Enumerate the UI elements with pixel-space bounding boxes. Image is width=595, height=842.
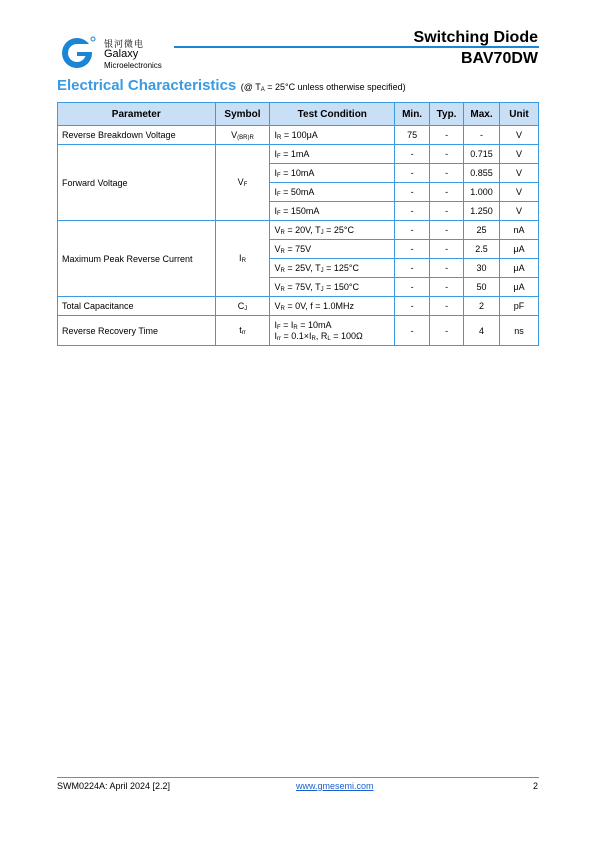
table-row (58, 316, 539, 346)
table-row (58, 145, 539, 164)
table-header-row (58, 103, 539, 126)
document-title: Switching Diode (413, 29, 538, 46)
symbol-cell: $C_J$ (215, 297, 270, 316)
max-cell: 4 (464, 316, 500, 346)
symbol-cell: $V_F$ (215, 145, 270, 221)
min-cell: - (395, 221, 430, 240)
typ-cell: - (430, 164, 464, 183)
typ-cell: - (430, 202, 464, 221)
header-max: Max. (464, 103, 500, 126)
parameter-cell: Maximum Peak Reverse Current (58, 221, 216, 297)
max-cell: 30 (464, 259, 500, 278)
condition-cell: $I_F = 10mA$ (270, 164, 395, 183)
typ-cell: - (430, 278, 464, 297)
typ-cell: - (430, 297, 464, 316)
min-cell: - (395, 316, 430, 346)
website-link[interactable]: www.gmesemi.com (296, 781, 374, 791)
condition-cell: $V_R = 75V$, $T_J = 150^\circ C$ (270, 278, 395, 297)
galaxy-g-logo-icon (60, 35, 98, 69)
unit-cell: V (500, 202, 539, 221)
max-cell: 0.715 (464, 145, 500, 164)
typ-cell: - (430, 240, 464, 259)
parameter-cell: Reverse Recovery Time (58, 316, 216, 346)
condition-cell: $V_R = 75V$ (270, 240, 395, 259)
typ-cell: - (430, 126, 464, 145)
parameter-cell: Forward Voltage (58, 145, 216, 221)
header-unit: Unit (500, 103, 539, 126)
unit-cell: V (500, 126, 539, 145)
condition-cell: $I_F = 50mA$ (270, 183, 395, 202)
min-cell: - (395, 202, 430, 221)
unit-cell: pF (500, 297, 539, 316)
parameter-cell: Reverse Breakdown Voltage (58, 126, 216, 145)
max-cell: 0.855 (464, 164, 500, 183)
symbol-cell: $V_{(BR)R}$ (215, 126, 270, 145)
unit-cell: nA (500, 221, 539, 240)
max-cell: 25 (464, 221, 500, 240)
document-revision: SWM0224A: April 2024 [2.2] (57, 781, 171, 791)
galaxy-logo (60, 35, 175, 69)
unit-cell: μA (500, 259, 539, 278)
header-test-condition: Test Condition (270, 103, 395, 126)
min-cell: - (395, 183, 430, 202)
symbol-cell: $t_{rr}$ (215, 316, 270, 346)
max-cell: 50 (464, 278, 500, 297)
unit-cell: ns (500, 316, 539, 346)
logo-microelectronics-text: Microelectronics (104, 61, 162, 70)
condition-line-2: $I_{rr} = 0.1\times I_R$, $R_L = 100\Omega$ (274, 330, 363, 342)
min-cell: - (395, 297, 430, 316)
logo-chinese-text: 银河微电 (104, 40, 145, 50)
max-cell: 1.250 (464, 202, 500, 221)
section-note: (@ $T_A = 25^\circ C$ unless otherwise specified) (240, 82, 406, 93)
max-cell: 1.000 (464, 183, 500, 202)
section-heading (57, 77, 406, 95)
typ-cell: - (430, 221, 464, 240)
condition-line-1: $I_F = I_R = 10mA$ (274, 319, 332, 331)
unit-cell: V (500, 183, 539, 202)
header-parameter: Parameter (58, 103, 216, 126)
min-cell: - (395, 164, 430, 183)
part-number: BAV70DW (460, 50, 538, 67)
table-row (58, 221, 539, 240)
condition-cell: $I_R = 100\mu A$ (270, 126, 395, 145)
min-cell: - (395, 278, 430, 297)
header-symbol: Symbol (215, 103, 270, 126)
unit-cell: μA (500, 240, 539, 259)
condition-cell: $I_F = 150mA$ (270, 202, 395, 221)
typ-cell: - (430, 316, 464, 346)
max-cell: 2.5 (464, 240, 500, 259)
header-typ: Typ. (430, 103, 464, 126)
table-row (58, 297, 539, 316)
min-cell: - (395, 145, 430, 164)
unit-cell: V (500, 164, 539, 183)
logo-galaxy-text: Galaxy (104, 48, 139, 60)
header-min: Min. (395, 103, 430, 126)
min-cell: - (395, 259, 430, 278)
section-title: Electrical Characteristics (57, 77, 237, 94)
table-row (58, 126, 539, 145)
max-cell: - (464, 126, 500, 145)
typ-cell: - (430, 183, 464, 202)
min-cell: - (395, 240, 430, 259)
condition-cell: $I_F = 1mA$ (270, 145, 395, 164)
condition-cell: $V_R = 20V$, $T_J = 25^\circ C$ (270, 221, 395, 240)
unit-cell: V (500, 145, 539, 164)
condition-cell: $V_R = 25V$, $T_J = 125^\circ C$ (270, 259, 395, 278)
footer-rule (57, 777, 539, 778)
parameter-cell: Total Capacitance (58, 297, 216, 316)
typ-cell: - (430, 259, 464, 278)
typ-cell: - (430, 145, 464, 164)
max-cell: 2 (464, 297, 500, 316)
electrical-characteristics-table (57, 102, 539, 346)
condition-cell (270, 316, 395, 346)
condition-cell: $V_R = 0V$, f = 1.0MHz (270, 297, 395, 316)
min-cell: 75 (395, 126, 430, 145)
page-number: 2 (532, 781, 538, 791)
unit-cell: μA (500, 278, 539, 297)
symbol-cell: $I_R$ (215, 221, 270, 297)
